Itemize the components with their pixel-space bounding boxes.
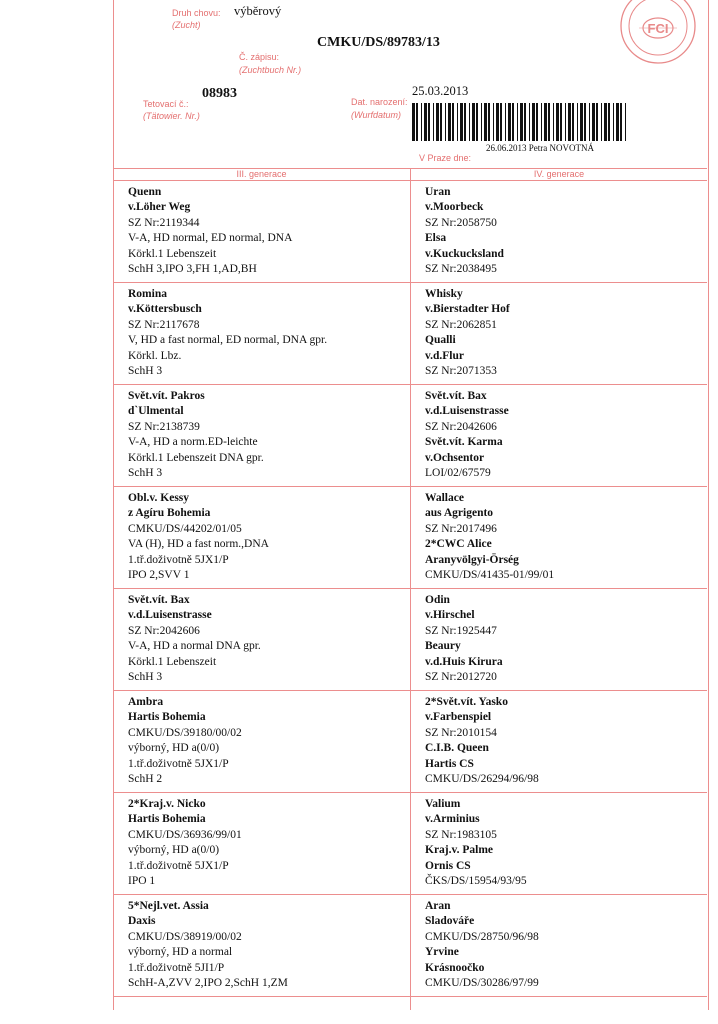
dog-detail-line: SchH 2: [128, 773, 163, 786]
dog-name-line: v.Hirschel: [425, 609, 475, 622]
dog-detail-line: IPO 1: [128, 875, 156, 888]
pedigree-cell-left: [128, 287, 327, 379]
narozeni-value: 25.03.2013: [412, 84, 469, 98]
dog-name-line: C.I.B. Queen: [425, 742, 489, 755]
dog-detail-line: SZ Nr:1983105: [425, 828, 497, 841]
row-divider: [113, 996, 707, 997]
dog-detail-line: SZ Nr:2038495: [425, 263, 497, 276]
barcode-bar: [472, 103, 475, 141]
dog-detail-line: CMKU/DS/41435-01/99/01: [425, 569, 555, 582]
dog-name-line: Wallace: [425, 492, 464, 504]
dog-name-line: Qualli: [425, 334, 456, 347]
dog-detail-line: V-A, HD a normal DNA gpr.: [128, 640, 261, 653]
druh-value: výběrový: [234, 4, 282, 18]
dog-name-line: Yrvine: [425, 946, 459, 959]
dog-detail-line: SZ Nr:2119344: [128, 216, 200, 229]
barcode-bar: [476, 103, 478, 141]
barcode-bar: [613, 103, 614, 141]
dog-name-line: Elsa: [425, 232, 447, 245]
dog-name-line: Kraj.v. Palme: [425, 844, 494, 857]
barcode-bar: [520, 103, 523, 141]
dog-detail-line: SZ Nr:2062851: [425, 318, 497, 331]
barcode-bar: [469, 103, 470, 141]
dog-name-line: Beaury: [425, 640, 461, 653]
dog-name-line: Hartis CS: [425, 757, 474, 770]
dog-name-line: Whisky: [425, 288, 463, 300]
dog-name-line: Svět.vít. Bax: [128, 594, 190, 606]
barcode-bar: [452, 103, 454, 141]
barcode-bar: [529, 103, 530, 141]
dog-detail-line: IPO 2,SVV 1: [128, 569, 190, 582]
dog-detail-line: CMKU/DS/30286/97/99: [425, 977, 539, 990]
pedigree-cell-left: [128, 593, 261, 685]
pedigree-cell-right: [425, 491, 554, 583]
narozeni-label-de: (Wurfdatum): [351, 110, 402, 120]
barcode-bar: [436, 103, 439, 141]
zapis-label: Č. zápisu:: [239, 52, 280, 62]
barcode-bar: [448, 103, 451, 141]
barcode-bar: [604, 103, 607, 141]
dog-detail-line: SchH 3: [128, 365, 163, 378]
dog-name-line: d`Ulmental: [128, 405, 184, 418]
barcode-bar: [620, 103, 622, 141]
barcode-bar: [421, 103, 422, 141]
barcode-bar: [512, 103, 514, 141]
barcode: [412, 103, 628, 141]
dog-name-line: Aranyvölgyi-Örség: [425, 553, 519, 566]
pedigree-cell-right: [425, 593, 503, 685]
zapis-label-de: (Zuchtbuch Nr.): [239, 65, 302, 75]
dog-name-line: v.d.Luisenstrasse: [425, 405, 509, 418]
barcode-bar: [608, 103, 610, 141]
barcode-bar: [584, 103, 586, 141]
barcode-bar: [556, 103, 559, 141]
barcode-bar: [580, 103, 583, 141]
barcode-bar: [601, 103, 602, 141]
dog-name-line: Svět.vít. Bax: [425, 390, 487, 402]
dog-name-line: Obl.v. Kessy: [128, 492, 190, 504]
barcode-bar: [517, 103, 518, 141]
barcode-bar: [493, 103, 494, 141]
barcode-bar: [592, 103, 595, 141]
barcode-bar: [536, 103, 538, 141]
barcode-bar: [484, 103, 487, 141]
barcode-bar: [412, 103, 415, 141]
dog-name-line: v.Arminius: [425, 813, 480, 826]
pedigree-cell-left: [128, 695, 242, 787]
dog-detail-line: CMKU/DS/44202/01/05: [128, 522, 242, 535]
dog-detail-line: SZ Nr:2042606: [425, 420, 497, 433]
row-divider: [113, 894, 707, 895]
column-divider: [410, 168, 411, 1010]
dog-name-line: Hartis Bohemia: [128, 813, 206, 826]
dog-name-line: Krásnoočko: [425, 961, 485, 974]
tetovaci-value: 08983: [202, 86, 237, 101]
pedigree-cell-left: [128, 797, 242, 889]
dog-name-line: v.d.Flur: [425, 349, 464, 362]
barcode-bar: [553, 103, 554, 141]
pedigree-cell-right: [425, 797, 527, 889]
barcode-bar: [428, 103, 430, 141]
dog-detail-line: SchH 3,IPO 3,FH 1,AD,BH: [128, 263, 257, 276]
pedigree-cell-left: [128, 899, 288, 991]
barcode-bar: [572, 103, 574, 141]
dog-detail-line: SZ Nr:2071353: [425, 365, 497, 378]
pedigree-cell-right: [425, 389, 509, 481]
barcode-bar: [416, 103, 418, 141]
dog-name-line: v.Ochsentor: [425, 451, 485, 464]
barcode-bar: [457, 103, 458, 141]
dog-name-line: v.Farbenspiel: [425, 711, 492, 724]
dog-name-line: Aran: [425, 900, 451, 912]
dog-detail-line: V, HD a fast normal, ED normal, DNA gpr.: [128, 334, 328, 347]
dog-detail-line: CMKU/DS/39180/00/02: [128, 726, 242, 739]
barcode-bar: [596, 103, 598, 141]
barcode-bar: [524, 103, 526, 141]
dog-name-line: v.Löher Weg: [128, 201, 191, 214]
dog-name-line: Ambra: [128, 696, 164, 708]
dog-name-line: Sladováře: [425, 915, 475, 928]
dog-name-line: Hartis Bohemia: [128, 711, 206, 724]
barcode-bar: [541, 103, 542, 141]
dog-detail-line: výborný, HD a(0/0): [128, 742, 220, 755]
dog-detail-line: LOI/02/67579: [425, 467, 491, 480]
dog-detail-line: 1.tř.doživotně 5JX1/P: [128, 859, 229, 872]
issue-line: 26.06.2013 Petra NOVOTNÁ: [486, 143, 594, 153]
row-divider: [113, 384, 707, 385]
barcode-bar: [532, 103, 535, 141]
dog-name-line: 5*Nejl.vet. Assia: [128, 900, 209, 912]
narozeni-label: Dat. narození:: [351, 97, 408, 107]
barcode-bar: [508, 103, 511, 141]
row-divider: [113, 690, 707, 691]
row-divider: [113, 282, 707, 283]
dog-detail-line: V-A, HD a norm.ED-leichte: [128, 436, 258, 449]
dog-detail-line: V-A, HD normal, ED normal, DNA: [128, 232, 293, 245]
dog-detail-line: CMKU/DS/38919/00/02: [128, 930, 242, 943]
dog-detail-line: SZ Nr:2010154: [425, 726, 497, 739]
tetovaci-label-de: (Tätowier. Nr.): [143, 111, 200, 121]
barcode-bar: [424, 103, 427, 141]
barcode-bar: [625, 103, 626, 141]
barcode-bar: [464, 103, 466, 141]
dog-detail-line: VA (H), HD a fast norm.,DNA: [128, 538, 269, 551]
barcode-bar: [548, 103, 550, 141]
dog-detail-line: SZ Nr:1925447: [425, 624, 497, 637]
registration-number: CMKU/DS/89783/13: [317, 35, 440, 50]
dog-name-line: Daxis: [128, 915, 156, 928]
barcode-bar: [568, 103, 571, 141]
dog-name-line: Odin: [425, 594, 450, 606]
dog-name-line: v.Köttersbusch: [128, 303, 202, 316]
barcode-bar: [460, 103, 463, 141]
dog-detail-line: CMKU/DS/28750/96/98: [425, 930, 539, 943]
pedigree-cell-right: [425, 287, 510, 379]
pedigree-cell-left: [128, 185, 292, 277]
praze-label: V Praze dne:: [419, 153, 472, 163]
dog-detail-line: SchH 3: [128, 671, 163, 684]
row-divider: [113, 588, 707, 589]
dog-detail-line: Körkl.1 Lebenszeit: [128, 247, 217, 260]
dog-name-line: 2*Kraj.v. Nicko: [128, 798, 206, 810]
pedigree-cell-left: [128, 491, 269, 583]
dog-name-line: v.d.Huis Kirura: [425, 655, 503, 668]
dog-name-line: v.Moorbeck: [425, 201, 484, 214]
generation-right-header: IV. generace: [533, 169, 585, 179]
dog-detail-line: SZ Nr:2117678: [128, 318, 200, 331]
pedigree-cell-left: [128, 389, 264, 481]
barcode-bar: [616, 103, 619, 141]
dog-detail-line: SZ Nr:2138739: [128, 420, 200, 433]
barcode-bar: [496, 103, 499, 141]
barcode-bar: [500, 103, 502, 141]
barcode-bar: [445, 103, 446, 141]
dog-name-line: 2*CWC Alice: [425, 538, 492, 551]
barcode-bar: [433, 103, 434, 141]
dog-detail-line: SZ Nr:2017496: [425, 522, 497, 535]
dog-detail-line: SZ Nr:2058750: [425, 216, 497, 229]
pedigree-cell-right: [425, 899, 539, 991]
dog-detail-line: CMKU/DS/26294/96/98: [425, 773, 539, 786]
tetovaci-label: Tetovací č.:: [143, 99, 189, 109]
dog-detail-line: výborný, HD a(0/0): [128, 844, 220, 857]
dog-name-line: v.Kuckucksland: [425, 247, 504, 260]
pedigree-cell-right: [425, 695, 539, 787]
dog-detail-line: výborný, HD a normal: [128, 946, 233, 959]
dog-name-line: v.Bierstadter Hof: [425, 303, 510, 316]
dog-detail-line: CMKU/DS/36936/99/01: [128, 828, 242, 841]
dog-detail-line: SchH 3: [128, 467, 163, 480]
druh-label: Druh chovu:: [172, 8, 221, 18]
dog-name-line: Romina: [128, 288, 167, 300]
dog-name-line: Quenn: [128, 186, 162, 198]
barcode-bar: [560, 103, 562, 141]
dog-name-line: z Agíru Bohemia: [128, 507, 211, 520]
druh-label-de: (Zucht): [172, 20, 201, 30]
dog-name-line: Ornis CS: [425, 859, 471, 872]
dog-name-line: aus Agrigento: [425, 507, 494, 520]
barcode-bar: [544, 103, 547, 141]
barcode-bar: [589, 103, 590, 141]
dog-name-line: Svět.vít. Pakros: [128, 390, 205, 402]
dog-detail-line: Körkl.1 Lebenszeit DNA gpr.: [128, 451, 264, 464]
generation-left-header: III. generace: [236, 169, 287, 179]
dog-detail-line: Körkl. Lbz.: [128, 349, 182, 362]
dog-name-line: 2*Svět.vít. Yasko: [425, 696, 508, 708]
barcode-bar: [565, 103, 566, 141]
dog-name-line: Svět.vít. Karma: [425, 436, 503, 449]
dog-detail-line: SZ Nr:2012720: [425, 671, 497, 684]
dog-name-line: Valium: [425, 798, 461, 810]
barcode-bar: [577, 103, 578, 141]
fci-stamp-icon: [617, 0, 699, 66]
dog-detail-line: 1.tř.doživotně 5JI1/P: [128, 961, 225, 974]
barcode-bar: [488, 103, 490, 141]
row-divider: [113, 486, 707, 487]
pedigree-cell-right: [425, 185, 504, 277]
dog-detail-line: SchH-A,ZVV 2,IPO 2,SchH 1,ZM: [128, 977, 288, 990]
dog-detail-line: 1.tř.doživotně 5JX1/P: [128, 553, 229, 566]
dog-detail-line: 1.tř.doživotně 5JX1/P: [128, 757, 229, 770]
stamp-text: FCI: [647, 21, 669, 36]
dog-name-line: v.d.Luisenstrasse: [128, 609, 212, 622]
dog-detail-line: SZ Nr:2042606: [128, 624, 200, 637]
row-divider: [113, 792, 707, 793]
barcode-bar: [505, 103, 506, 141]
dog-detail-line: Körkl.1 Lebenszeit: [128, 655, 217, 668]
dog-detail-line: ČKS/DS/15954/93/95: [425, 875, 527, 888]
dog-name-line: Uran: [425, 186, 451, 198]
barcode-bar: [481, 103, 482, 141]
barcode-bar: [440, 103, 442, 141]
